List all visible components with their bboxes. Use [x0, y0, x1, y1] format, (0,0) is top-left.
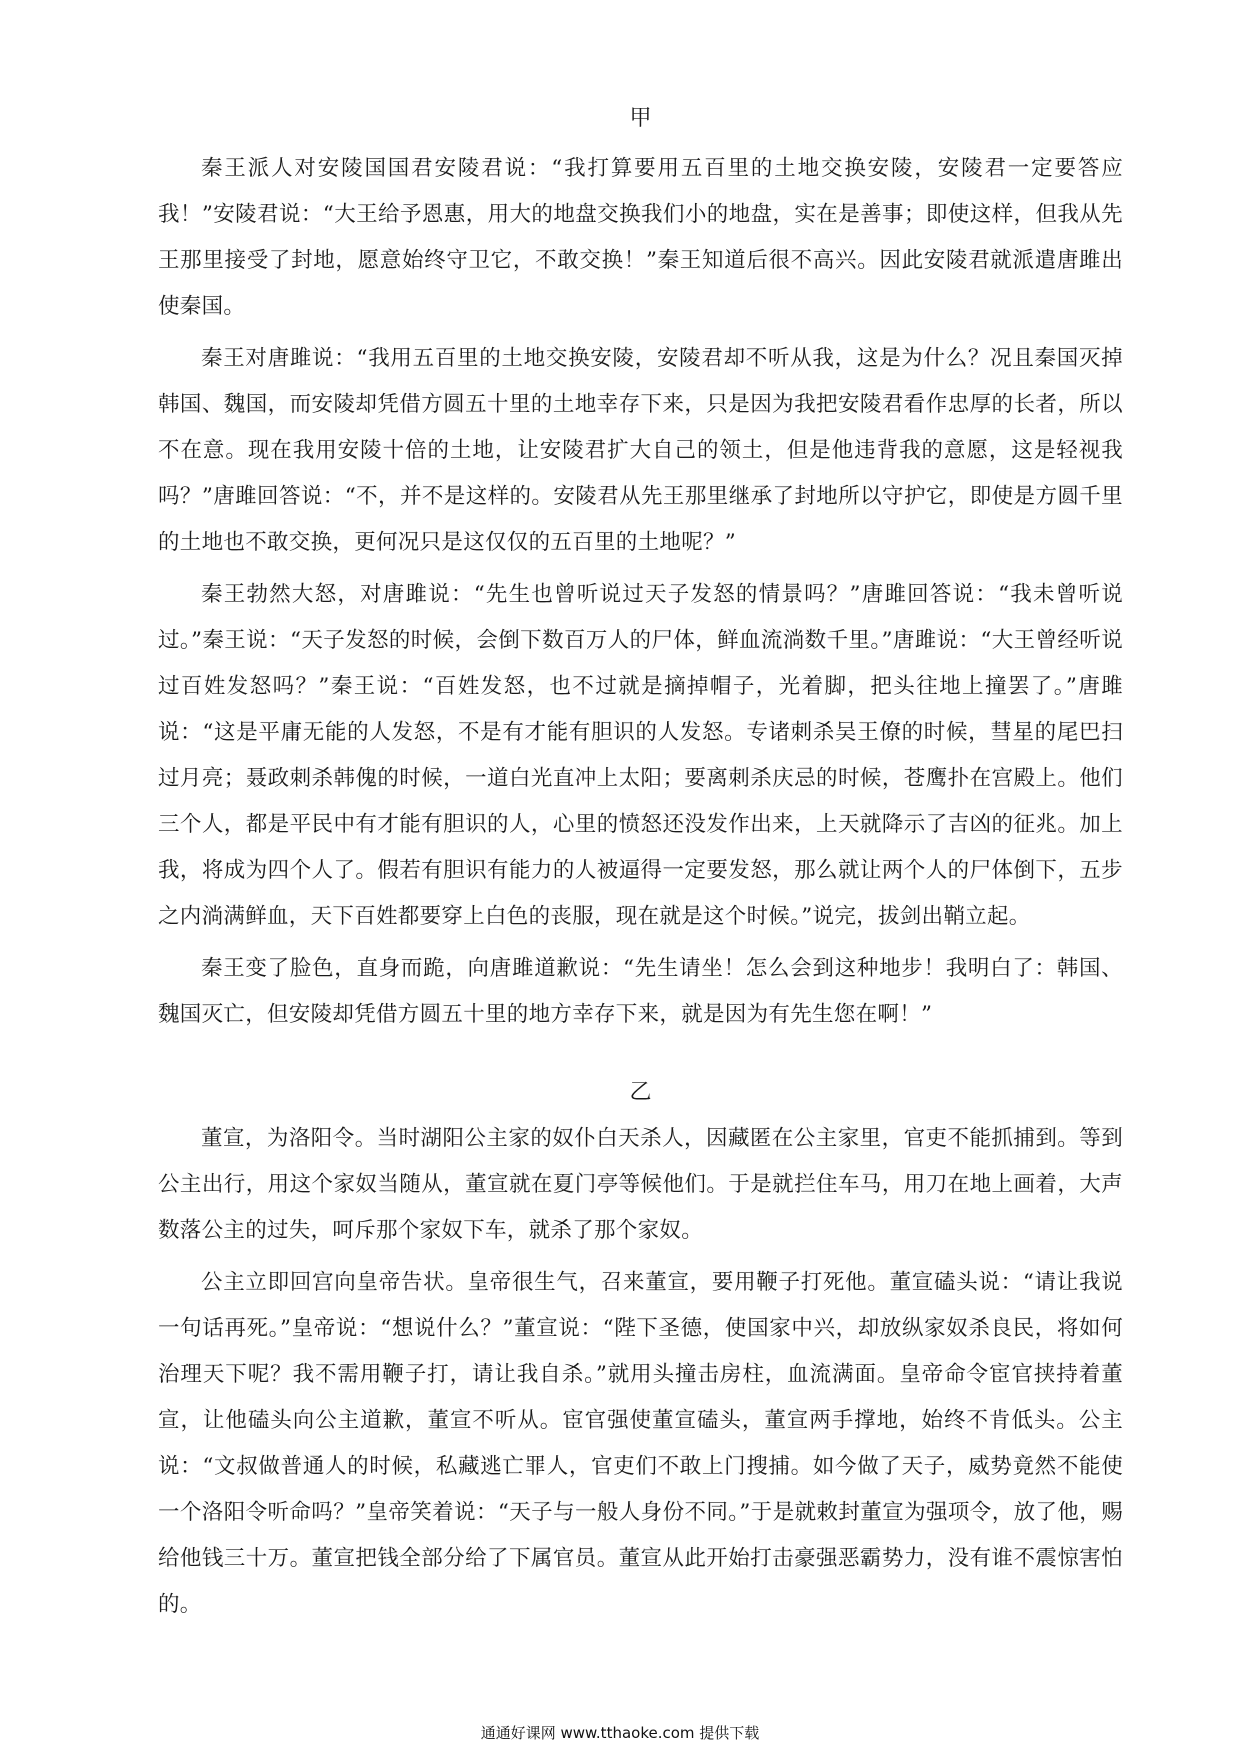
section-jia [158, 104, 1123, 1038]
paragraph-yi-1: 董宣，为洛阳令。当时湖阳公主家的奴仆白天杀人，因藏匿在公主家里，官吏不能抓捕到。等到公主出行，用这个家奴当随从，董宣就在夏门亭等候他们。于是就拦住车马，用刀在地上画着，大声数落公主的过失，呵斥那个家奴下车，就杀了那个家奴。 [158, 1126, 1123, 1243]
paragraph-jia-3: 秦王勃然大怒，对唐雎说：“先生也曾听说过天子发怒的情景吗？”唐雎回答说：“我未曾听说过。”秦王说：“天子发怒的时候，会倒下数百万人的尸体，鲜血流淌数千里。”唐雎说：“大王曾经听说过百姓发怒吗？”秦王说：“百姓发怒，也不过就是摘掉帽子，光着脚，把头往地上撞罢了。”唐雎说：“这是平庸无能的人发怒，不是有才能有胆识的人发怒。专诸刺杀吴王僚的时候，彗星的尾巴扫过月亮；聂政刺杀韩傀的时候，一道白光直冲上太阳；要离刺杀庆忌的时候，苍鹰扑在宫殿上。他们三个人，都是平民中有才能有胆识的人，心里的愤怒还没发作出来，上天就降示了吉凶的征兆。加上我，将成为四个人了。假若有胆识有能力的人被逼得一定要发怒，那么就让两个人的尸体倒下，五步之内淌满鲜血，天下百姓都要穿上白色的丧服，现在就是这个时候。”说完，拔剑出鞘立起。 [158, 582, 1123, 929]
section-title-yi: 乙 [629, 1080, 652, 1105]
section-title-jia: 甲 [629, 106, 652, 131]
page-footer: 通通好课网 www.tthaoke.com 提供下载 [480, 1724, 760, 1742]
paragraph-yi-2: 公主立即回宫向皇帝告状。皇帝很生气，召来董宣，要用鞭子打死他。董宣磕头说：“请让我说一句话再死。”皇帝说：“想说什么？”董宣说：“陛下圣德，使国家中兴，却放纵家奴杀良民，将如何治理天下呢？我不需用鞭子打，请让我自杀。”就用头撞击房柱，血流满面。皇帝命令宦官挟持着董宣，让他磕头向公主道歉，董宣不听从。宦官强使董宣磕头，董宣两手撑地，始终不肯低头。公主说：“文叔做普通人的时候，私藏逃亡罪人，官吏们不敢上门搜捕。如今做了天子，威势竟然不能使一个洛阳令听命吗？”皇帝笑着说：“天子与一般人身份不同。”于是就敕封董宣为强项令，放了他，赐给他钱三十万。董宣把钱全部分给了下属官员。董宣从此开始打击豪强恶霸势力，没有谁不震惊害怕的。 [158, 1270, 1123, 1617]
section-yi [158, 1078, 1123, 1628]
paragraph-jia-2: 秦王对唐雎说：“我用五百里的土地交换安陵，安陵君却不听从我，这是为什么？况且秦国灭掉韩国、魏国，而安陵却凭借方圆五十里的土地幸存下来，只是因为我把安陵君看作忠厚的长者，所以不在意。现在我用安陵十倍的土地，让安陵君扩大自己的领土，但是他违背我的意愿，这是轻视我吗？”唐雎回答说：“不，并不是这样的。安陵君从先王那里继承了封地所以守护它，即使是方圆千里的土地也不敢交换，更何况只是这仅仅的五百里的土地呢？” [158, 346, 1123, 555]
paragraph-jia-1: 秦王派人对安陵国国君安陵君说：“我打算要用五百里的土地交换安陵，安陵君一定要答应我！”安陵君说：“大王给予恩惠，用大的地盘交换我们小的地盘，实在是善事；即使这样，但我从先王那里接受了封地，愿意始终守卫它，不敢交换！”秦王知道后很不高兴。因此安陵君就派遣唐雎出使秦国。 [158, 156, 1123, 319]
paragraph-jia-4: 秦王变了脸色，直身而跪，向唐雎道歉说：“先生请坐！怎么会到这种地步！我明白了：韩国、魏国灭亡，但安陵却凭借方圆五十里的地方幸存下来，就是因为有先生您在啊！” [158, 956, 1123, 1027]
